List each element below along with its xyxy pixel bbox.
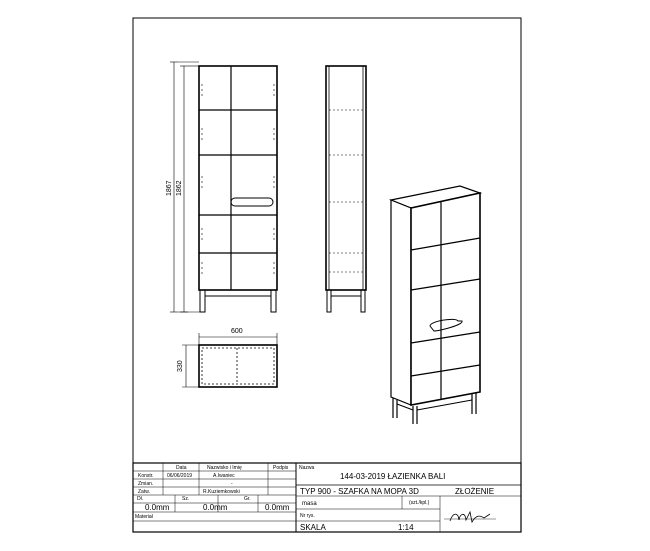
assembly-label: ZŁOŻENIE: [455, 487, 495, 496]
nr-rys-label: Nr rys.: [300, 513, 315, 519]
header-nazwa: Nazwa: [299, 465, 315, 471]
dim-gr-value: 0.0mm: [265, 503, 290, 512]
dim-depth: 330: [177, 360, 184, 372]
row-konstr-name: A.Iwaniec: [213, 473, 235, 479]
order-title: 144-03-2019 ŁAZIENKA BALI: [340, 472, 446, 481]
masa-label: masa: [302, 501, 317, 507]
header-name: Nazwisko i Imię: [207, 465, 242, 471]
product-name: TYP 900 - SZAFKA NA MOPA 3D: [300, 487, 419, 496]
row-konstr-label: Konstr.: [138, 473, 154, 479]
top-view-dimensions: [182, 333, 277, 387]
dim-gr-label: Gr.: [244, 496, 251, 502]
dim-dl-value: 0.0mm: [145, 503, 170, 512]
isometric-view: [391, 186, 480, 424]
row-zatw-name: R.Kuziemkowski: [203, 489, 240, 495]
dim-sz-value: 0.0mm: [203, 503, 228, 512]
header-data: Data: [176, 465, 187, 471]
height-dimensions: [170, 62, 200, 312]
dim-sz-label: Sz.: [182, 496, 190, 502]
row-zatw-label: Zatw.: [138, 489, 150, 495]
header-signature: Podpis: [273, 465, 289, 471]
side-view: [326, 66, 366, 312]
row-zmian-label: Zmian.: [138, 481, 154, 487]
top-view: [199, 345, 277, 387]
row-zmian-name: -: [231, 481, 233, 487]
signature-scribble: [444, 512, 496, 522]
dim-dl-label: Dł.: [137, 496, 144, 502]
front-view: [199, 66, 277, 312]
dim-height-outer: 1867: [166, 180, 173, 196]
scale-value: 1:14: [398, 523, 414, 532]
dim-height-inner: 1862: [176, 180, 183, 196]
dim-width: 600: [231, 328, 243, 335]
material-label: Materiał: [135, 514, 153, 520]
scale-label: SKALA: [300, 523, 326, 532]
qty-label: (szt./kpl.): [409, 500, 430, 506]
row-konstr-date: 06/06/2019: [167, 473, 193, 479]
